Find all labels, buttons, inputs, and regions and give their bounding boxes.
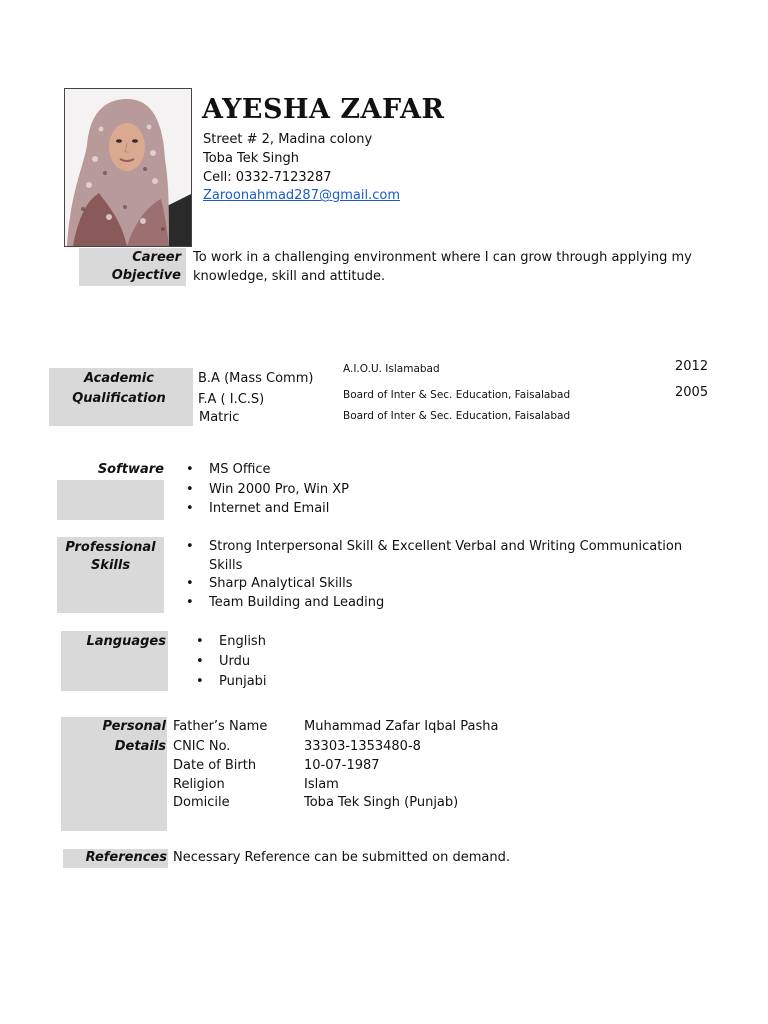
institute-2: Board of Inter & Sec. Education, Faisalabad bbox=[343, 389, 571, 401]
personal-value-religion: Islam bbox=[304, 777, 339, 792]
personal-key-cnic: CNIC No. bbox=[173, 739, 231, 754]
software-label: Software bbox=[97, 462, 164, 477]
address-line-2: Toba Tek Singh bbox=[203, 151, 300, 166]
personal-value-cnic: 33303-1353480-8 bbox=[304, 739, 421, 754]
institute-1: A.I.O.U. Islamabad bbox=[343, 363, 440, 375]
professional-skill-item: • Team Building and Leading bbox=[185, 594, 682, 613]
references-label: References bbox=[85, 850, 167, 865]
language-item: • Punjabi bbox=[195, 672, 267, 692]
professional-label-line2: Skills bbox=[90, 558, 131, 573]
professional-skills-list bbox=[185, 538, 682, 612]
language-item: • English bbox=[195, 632, 267, 652]
languages-list bbox=[195, 632, 267, 692]
objective-text-line1: To work in a challenging environment where I can grow through applying my bbox=[193, 250, 692, 265]
institute-3: Board of Inter & Sec. Education, Faisalabad bbox=[343, 410, 571, 422]
professional-skill-1-line2: Skills bbox=[209, 557, 243, 573]
academic-label-line2: Qualification bbox=[72, 391, 166, 406]
language-item: • Urdu bbox=[195, 652, 267, 672]
personal-label-line1: Personal bbox=[102, 719, 166, 734]
personal-value-father: Muhammad Zafar Iqbal Pasha bbox=[304, 719, 499, 734]
objective-label-line1: Career bbox=[132, 250, 181, 265]
candidate-name: AYESHA ZAFAR bbox=[202, 94, 445, 125]
personal-value-dob: 10-07-1987 bbox=[304, 758, 380, 773]
degree-1: B.A (Mass Comm) bbox=[198, 371, 314, 386]
objective-label-line2: Objective bbox=[111, 268, 181, 283]
software-skill-item: • Internet and Email bbox=[185, 499, 349, 519]
profile-photo-illustration bbox=[65, 89, 191, 246]
objective-text-line2: knowledge, skill and attitude. bbox=[193, 269, 386, 284]
profile-photo bbox=[64, 88, 192, 247]
year-2: 2005 bbox=[675, 385, 709, 400]
references-text: Necessary Reference can be submitted on demand. bbox=[173, 850, 510, 865]
personal-key-domicile: Domicile bbox=[173, 795, 230, 810]
address-line-1: Street # 2, Madina colony bbox=[203, 132, 373, 147]
degree-3: Matric bbox=[199, 410, 240, 425]
degree-2: F.A ( I.C.S) bbox=[198, 392, 265, 407]
email-link[interactable]: Zaroonahmad287@gmail.com bbox=[203, 188, 400, 203]
professional-skill-item bbox=[185, 538, 682, 575]
languages-label: Languages bbox=[86, 634, 166, 649]
cell-number: Cell: 0332-7123287 bbox=[203, 170, 332, 185]
software-skill-item: • Win 2000 Pro, Win XP bbox=[185, 480, 349, 500]
personal-key-dob: Date of Birth bbox=[173, 758, 257, 773]
academic-label-line1: Academic bbox=[84, 371, 154, 386]
software-skills-list bbox=[185, 460, 349, 519]
personal-value-domicile: Toba Tek Singh (Punjab) bbox=[304, 795, 459, 810]
professional-label-line1: Professional bbox=[65, 540, 156, 555]
personal-key-religion: Religion bbox=[173, 777, 225, 792]
personal-label-line2: Details bbox=[114, 739, 166, 754]
personal-key-father: Father’s Name bbox=[173, 719, 268, 734]
year-1: 2012 bbox=[675, 359, 709, 374]
software-label-box bbox=[57, 480, 164, 520]
professional-skill-item: • Sharp Analytical Skills bbox=[185, 575, 682, 594]
software-skill-item: • MS Office bbox=[185, 460, 349, 480]
professional-skill-1-line1: Strong Interpersonal Skill & Excellent Verbal and Writing Communication bbox=[209, 539, 683, 554]
